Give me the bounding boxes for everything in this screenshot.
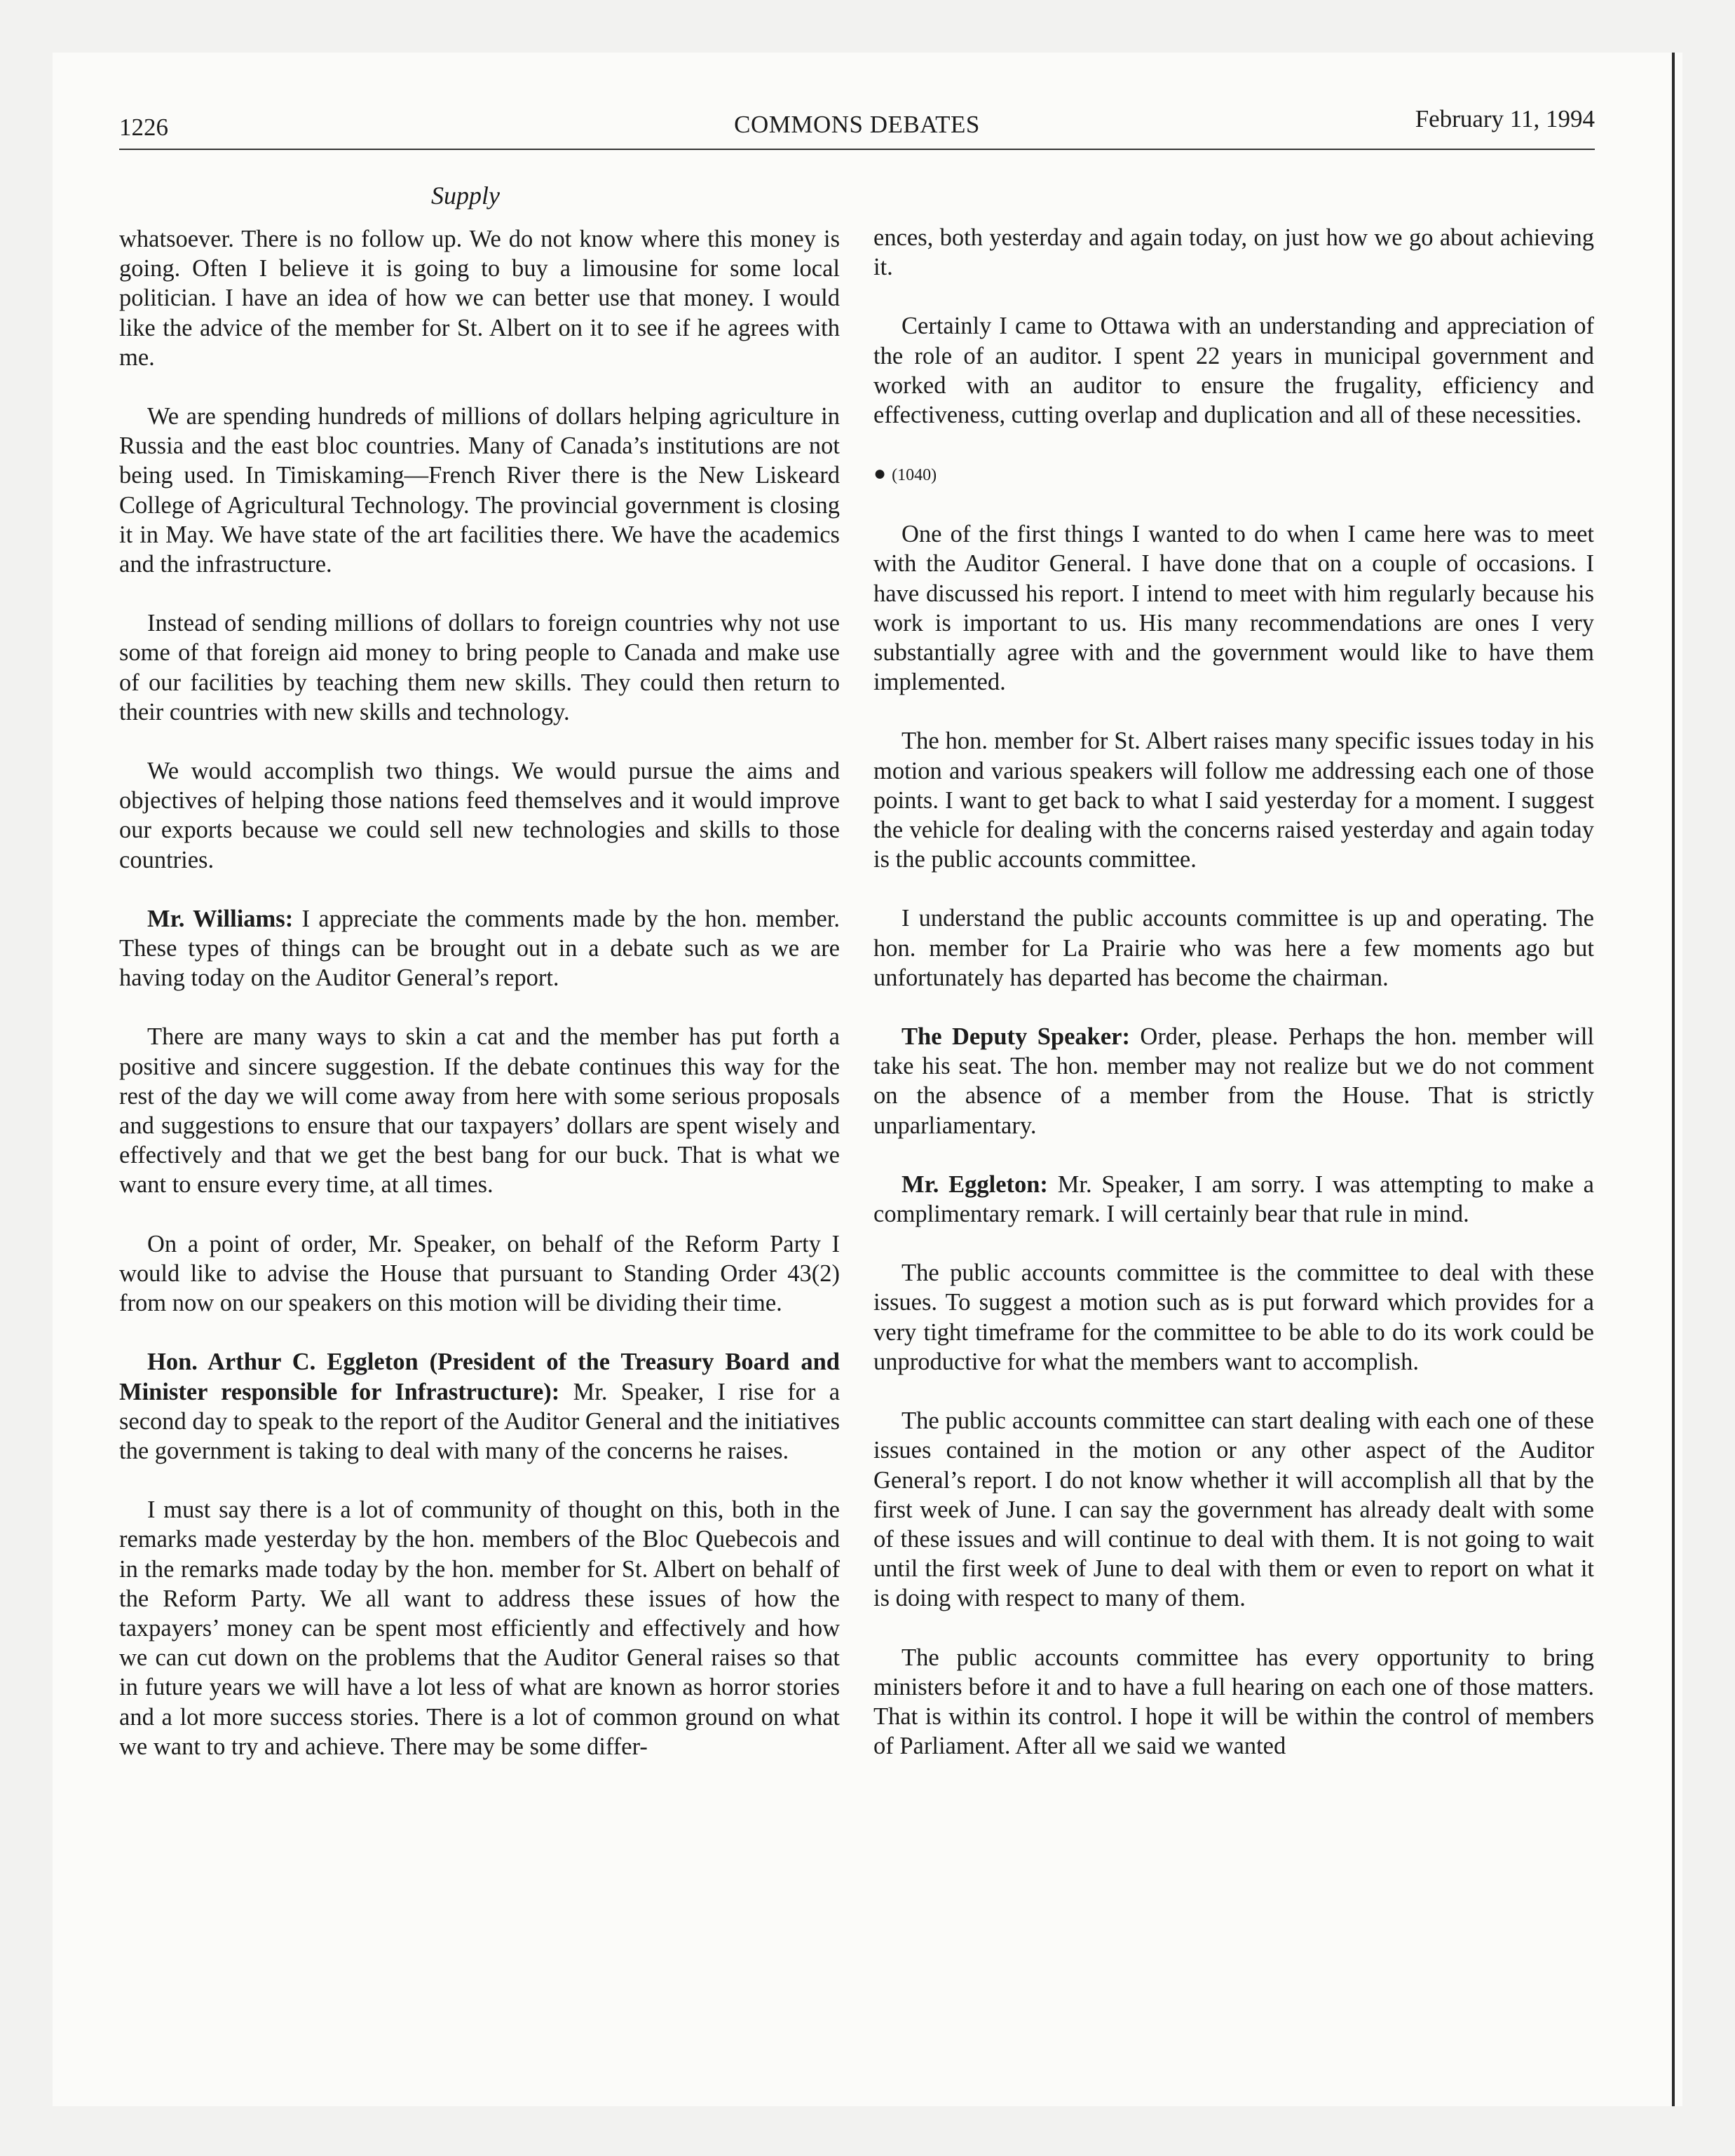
paragraph: There are many ways to skin a cat and the member has put forth a positive and sincere suggestion. If the debate continues this way for the rest of the day we will come away from here with some serious proposals and suggestions to ensure that our taxpayers’ dollars are spent wisely and effectively and that we get the best bang for our buck. That is what we want to ensure every time, at all times. xyxy=(119,1023,840,1199)
section-title: Supply xyxy=(431,182,500,210)
paragraph: I must say there is a lot of community of thought on this, both in the remarks made yesterday by the hon. members of the Bloc Quebecois and in the remarks made today by the hon. member for St. Albert on behalf of the Reform Party. We all want to address these issues of how the taxpayers’ money can be spent most efficiently and effectively and how we can cut down on the problems that the Auditor General raises so that in future years we will have a lot less of what are known as horror stories and a lot more success stories. There is a lot of common ground on what we want to try and achieve. There may be some differ- xyxy=(119,1496,840,1760)
left-column xyxy=(119,224,840,1791)
speech-deputy-speaker xyxy=(873,1022,1594,1140)
header-rule xyxy=(119,149,1595,150)
paragraph: Instead of sending millions of dollars to foreign countries why not use some of that foreign aid money to bring people to Canada and make use of our facilities by teaching them new skills. They could then return to their countries with new skills and technology. xyxy=(119,610,840,725)
speech-eggleton-reply xyxy=(873,1170,1594,1229)
bullet-icon: ● xyxy=(873,462,887,486)
speaker-name: The Deputy Speaker: xyxy=(901,1023,1130,1051)
speaker-name: Hon. Arthur C. Eggleton (President of the Treasury Board and Minister responsible for Infrastructure): xyxy=(119,1349,840,1405)
time-marker-text: (1040) xyxy=(892,466,937,485)
speech-text: Mr. Speaker, I rise for a second day to speak to the report of the Auditor General and the initiatives the government is taking to deal with many of the concerns he raises. xyxy=(119,1378,841,1464)
speech-text: Order, please. Perhaps the hon. member will take his seat. The hon. member may not realize but we do not comment on the absence of a member from the House. That is strictly unparliamentary. xyxy=(873,1023,1594,1139)
running-title: COMMONS DEBATES xyxy=(734,111,980,138)
paragraph: We are spending hundreds of millions of dollars helping agriculture in Russia and the east bloc countries. Many of Canada’s institutions are not being used. In Timiskaming—French River there is the New Liskeard College of Agricultural Technology. The provincial government is closing it in May. We have state of the art facilities there. We have the academics and the infrastructure. xyxy=(119,403,840,578)
speech-williams xyxy=(119,904,840,993)
paragraph: I understand the public accounts committee is up and operating. The hon. member for La Prairie who was here a few moments ago but unfortunately has departed has become the chairman. xyxy=(873,905,1594,991)
paragraph: ences, both yesterday and again today, on just how we go about achieving it. xyxy=(873,224,1594,281)
speaker-name: Mr. Eggleton: xyxy=(901,1171,1048,1198)
speaker-name: Mr. Williams: xyxy=(147,905,294,932)
paragraph: whatsoever. There is no follow up. We do not know where this money is going. Often I believe it is going to buy a limousine for some local politician. I have an idea of how we can better use that money. I would like the advice of the member for St. Albert on it to see if he agrees with me. xyxy=(119,226,840,371)
paragraph: The hon. member for St. Albert raises many specific issues today in his motion and various speakers will follow me addressing each one of those points. I want to get back to what I said yesterday for a moment. I suggest the vehicle for dealing with the concerns raised yesterday and again today is the public accounts committee. xyxy=(873,728,1594,873)
paragraph: We would accomplish two things. We would pursue the aims and objectives of helping those nations feed themselves and it would improve our exports because we could sell new technologies and skills to those countries. xyxy=(119,758,840,873)
right-column xyxy=(873,223,1594,1790)
paragraph: On a point of order, Mr. Speaker, on behalf of the Reform Party I would like to advise the House that pursuant to Standing Order 43(2) from now on our speakers on this motion will be dividing their time. xyxy=(119,1230,840,1317)
page-header xyxy=(119,105,1595,147)
speech-text: Mr. Speaker, I am sorry. I was attempting to make a complimentary remark. I will certainly bear that rule in mind. xyxy=(873,1171,1594,1228)
page-edge-rule xyxy=(1672,53,1675,2106)
speech-eggleton xyxy=(119,1347,840,1466)
paragraph: The public accounts committee is the committee to deal with these issues. To suggest a motion such as is put forward which provides for a very tight timeframe for the committee to be able to do its work could be unproductive for what the members want to accomplish. xyxy=(873,1260,1594,1375)
page-number: 1226 xyxy=(119,114,168,141)
paragraph: The public accounts committee has every opportunity to bring ministers before it and to have a full hearing on each one of those matters. That is within its control. I hope it will be within the control of members of Parliament. After all we said we wanted xyxy=(873,1644,1594,1760)
time-marker xyxy=(873,459,1594,490)
paragraph: One of the first things I wanted to do when I came here was to meet with the Auditor General. I have done that on a couple of occasions. I have discussed his report. I intend to meet with him regularly because his work is important to us. His many recommendations are ones I very substantially agree with and the government would like to have them implemented. xyxy=(873,521,1594,696)
paragraph: The public accounts committee can start dealing with each one of these issues contained in the motion or any other aspect of the Auditor General’s report. I do not know whether it will accomplish all that by the first week of June. I can say the government has already dealt with some of these issues and will continue to deal with them. It is not going to wait until the first week of June to deal with them or even to report on what it is doing with respect to many of them. xyxy=(873,1407,1594,1612)
paragraph: Certainly I came to Ottawa with an understanding and appreciation of the role of an auditor. I spent 22 years in municipal government and worked with an auditor to ensure the frugality, efficiency and effectiveness, cutting overlap and duplication and all of these necessities. xyxy=(873,313,1594,429)
header-date: February 11, 1994 xyxy=(1415,105,1595,132)
speech-text: I appreciate the comments made by the hon. member. These types of things can be brought out in a debate such as we are having today on the Auditor General’s report. xyxy=(119,905,840,992)
